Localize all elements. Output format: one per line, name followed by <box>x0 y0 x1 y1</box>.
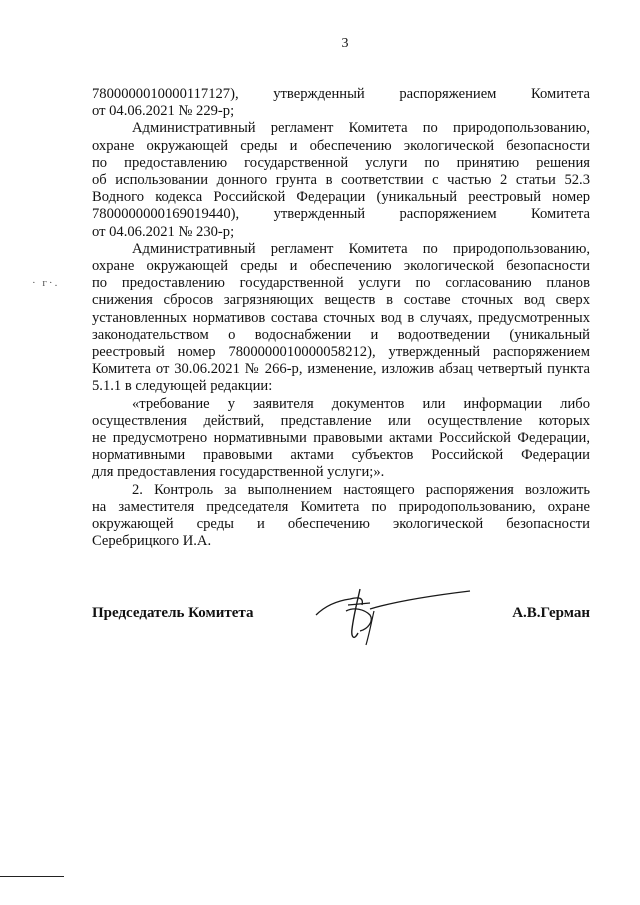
text-line: Серебрицкого И.А. <box>92 533 212 550</box>
text-line: 2. Контроль за выполнением настоящего распоряжения возложить <box>132 481 590 498</box>
text-line: Водного кодекса Российской Федерации (уникальный реестровый номер <box>92 189 590 206</box>
signatory-name: А.В.Герман <box>512 605 590 621</box>
signatory-title: Председатель Комитета <box>92 605 254 621</box>
paragraph-control-clause <box>92 482 590 551</box>
text-line: не предусмотрено нормативными правовыми актами Российской Федерации, <box>92 430 590 447</box>
handwritten-signature <box>310 585 480 649</box>
text-line: охране окружающей среды и обеспечению экологической безопасности <box>92 258 590 275</box>
paragraph-regulation-230 <box>92 120 590 240</box>
text-line: окружающей среды и обеспечению экологической безопасности <box>92 516 590 533</box>
text-line: Административный регламент Комитета по природопользованию, <box>132 120 590 137</box>
text-line: 7800000000169019440), утвержденный распоряжением Комитета <box>92 206 590 223</box>
document-body <box>92 86 590 550</box>
page-number: 3 <box>341 36 349 51</box>
text-line: осуществления действий, представление или осуществление которых <box>92 412 590 429</box>
text-line: реестровый номер 7800000010000058212), утвержденный распоряжением <box>92 344 590 361</box>
text-line: законодательством о водоснабжении и водоотведении (уникальный <box>92 326 590 343</box>
text-line: Административный регламент Комитета по природопользованию, <box>132 240 590 257</box>
text-line: 7800000010000117127), утвержденный распоряжением Комитета <box>92 86 590 102</box>
paragraph-regulation-266 <box>92 241 590 396</box>
paragraph-quoted-amendment <box>92 396 590 482</box>
text-line: 5.1.1 в следующей редакции: <box>92 378 273 395</box>
text-line: по предоставлению государственной услуги по принятию решения <box>92 154 590 171</box>
text-line: установленных нормативов состава сточных вод в случаях, предусмотренных <box>92 309 590 326</box>
paragraph-registry-229 <box>92 86 590 120</box>
text-line: от 04.06.2021 № 229-р; <box>92 103 235 120</box>
text-line: для предоставления государственной услуги;». <box>92 464 385 481</box>
signature-block <box>92 599 590 659</box>
margin-mark: · г·. <box>32 277 60 289</box>
text-line: об использовании донного грунта в соответствии с частью 2 статьи 52.3 <box>92 172 590 189</box>
text-line: по предоставлению государственной услуги по согласованию планов <box>92 275 590 292</box>
footer-rule <box>0 876 64 877</box>
text-line: «требование у заявителя документов или информации либо <box>132 395 590 412</box>
text-line: охране окружающей среды и обеспечению экологической безопасности <box>92 137 590 154</box>
text-line: Комитета от 30.06.2021 № 266-р, изменение, изложив абзац четвертый пункта <box>92 361 590 378</box>
text-line: на заместителя председателя Комитета по природопользованию, охране <box>92 498 590 515</box>
text-line: нормативными правовыми актами субъектов Российской Федерации <box>92 447 590 464</box>
text-line: снижения сбросов загрязняющих веществ в составе сточных вод сверх <box>92 292 590 309</box>
text-line: от 04.06.2021 № 230-р; <box>92 223 235 240</box>
